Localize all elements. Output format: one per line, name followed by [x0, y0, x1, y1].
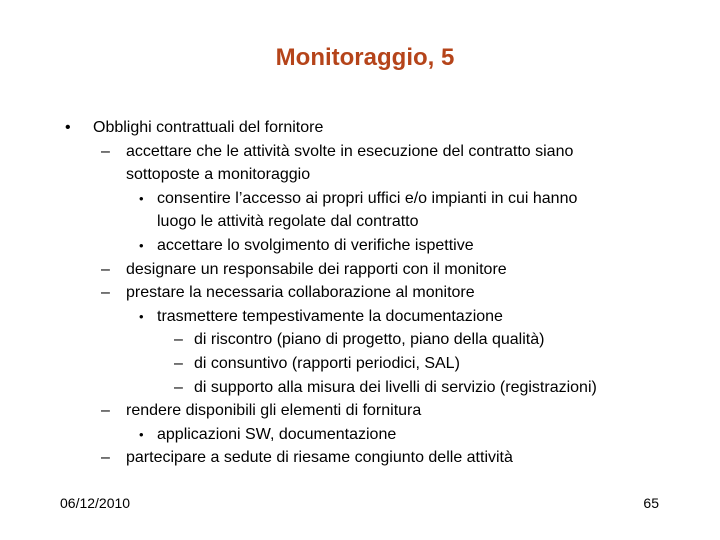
list-item — [0, 258, 720, 282]
list-item-text: luogo le attività regolate dal contratto — [157, 213, 419, 231]
slide-body — [0, 116, 720, 470]
list-item-text: prestare la necessaria collaborazione al monitore — [126, 284, 475, 302]
dash-bullet: – — [101, 284, 110, 302]
list-item-text: rendere disponibili gli elementi di fornitura — [126, 402, 422, 420]
page-number: 65 — [643, 495, 659, 511]
dash-bullet: – — [101, 142, 110, 160]
list-item — [0, 352, 720, 376]
dash-bullet: – — [101, 449, 110, 467]
dash-bullet: – — [174, 354, 183, 372]
list-item — [0, 187, 720, 211]
list-item — [0, 423, 720, 447]
dash-bullet: – — [174, 331, 183, 349]
list-item-text: di riscontro (piano di progetto, piano della qualità) — [194, 331, 545, 349]
list-item — [0, 140, 720, 164]
slide-title: Monitoraggio, 5 — [275, 44, 455, 71]
bullet: • — [65, 119, 71, 136]
list-item-text: partecipare a sedute di riesame congiunto delle attività — [126, 449, 513, 467]
bullet: • — [139, 237, 144, 253]
list-item-continuation — [0, 163, 720, 187]
list-item — [0, 328, 720, 352]
list-item-text: Obblighi contrattuali del fornitore — [93, 119, 324, 136]
list-item — [0, 116, 720, 140]
list-item — [0, 281, 720, 305]
list-item-text: accettare lo svolgimento di verifiche ispettive — [157, 236, 474, 254]
list-item — [0, 446, 720, 470]
list-item-text: accettare che le attività svolte in esecuzione del contratto siano — [126, 142, 574, 160]
dash-bullet: – — [101, 402, 110, 420]
footer-date: 06/12/2010 — [60, 495, 131, 511]
list-item-text: designare un responsabile dei rapporti con il monitore — [126, 260, 507, 278]
dash-bullet: – — [174, 378, 183, 396]
list-item — [0, 376, 720, 400]
list-item-continuation — [0, 210, 720, 234]
list-item-text: consentire l’accesso ai propri uffici e/o impianti in cui hanno — [157, 189, 578, 207]
dash-bullet: – — [101, 260, 110, 278]
list-item-text: di supporto alla misura dei livelli di servizio (registrazioni) — [194, 378, 597, 396]
list-item — [0, 399, 720, 423]
list-item — [0, 234, 720, 258]
bullet: • — [139, 426, 144, 442]
list-item-text: sottoposte a monitoraggio — [126, 166, 311, 184]
list-item-text: trasmettere tempestivamente la documentazione — [157, 307, 503, 325]
list-item-text: di consuntivo (rapporti periodici, SAL) — [194, 354, 460, 372]
list-item — [0, 305, 720, 329]
list-item-text: applicazioni SW, documentazione — [157, 425, 397, 443]
bullet: • — [139, 190, 144, 206]
bullet: • — [139, 308, 144, 324]
